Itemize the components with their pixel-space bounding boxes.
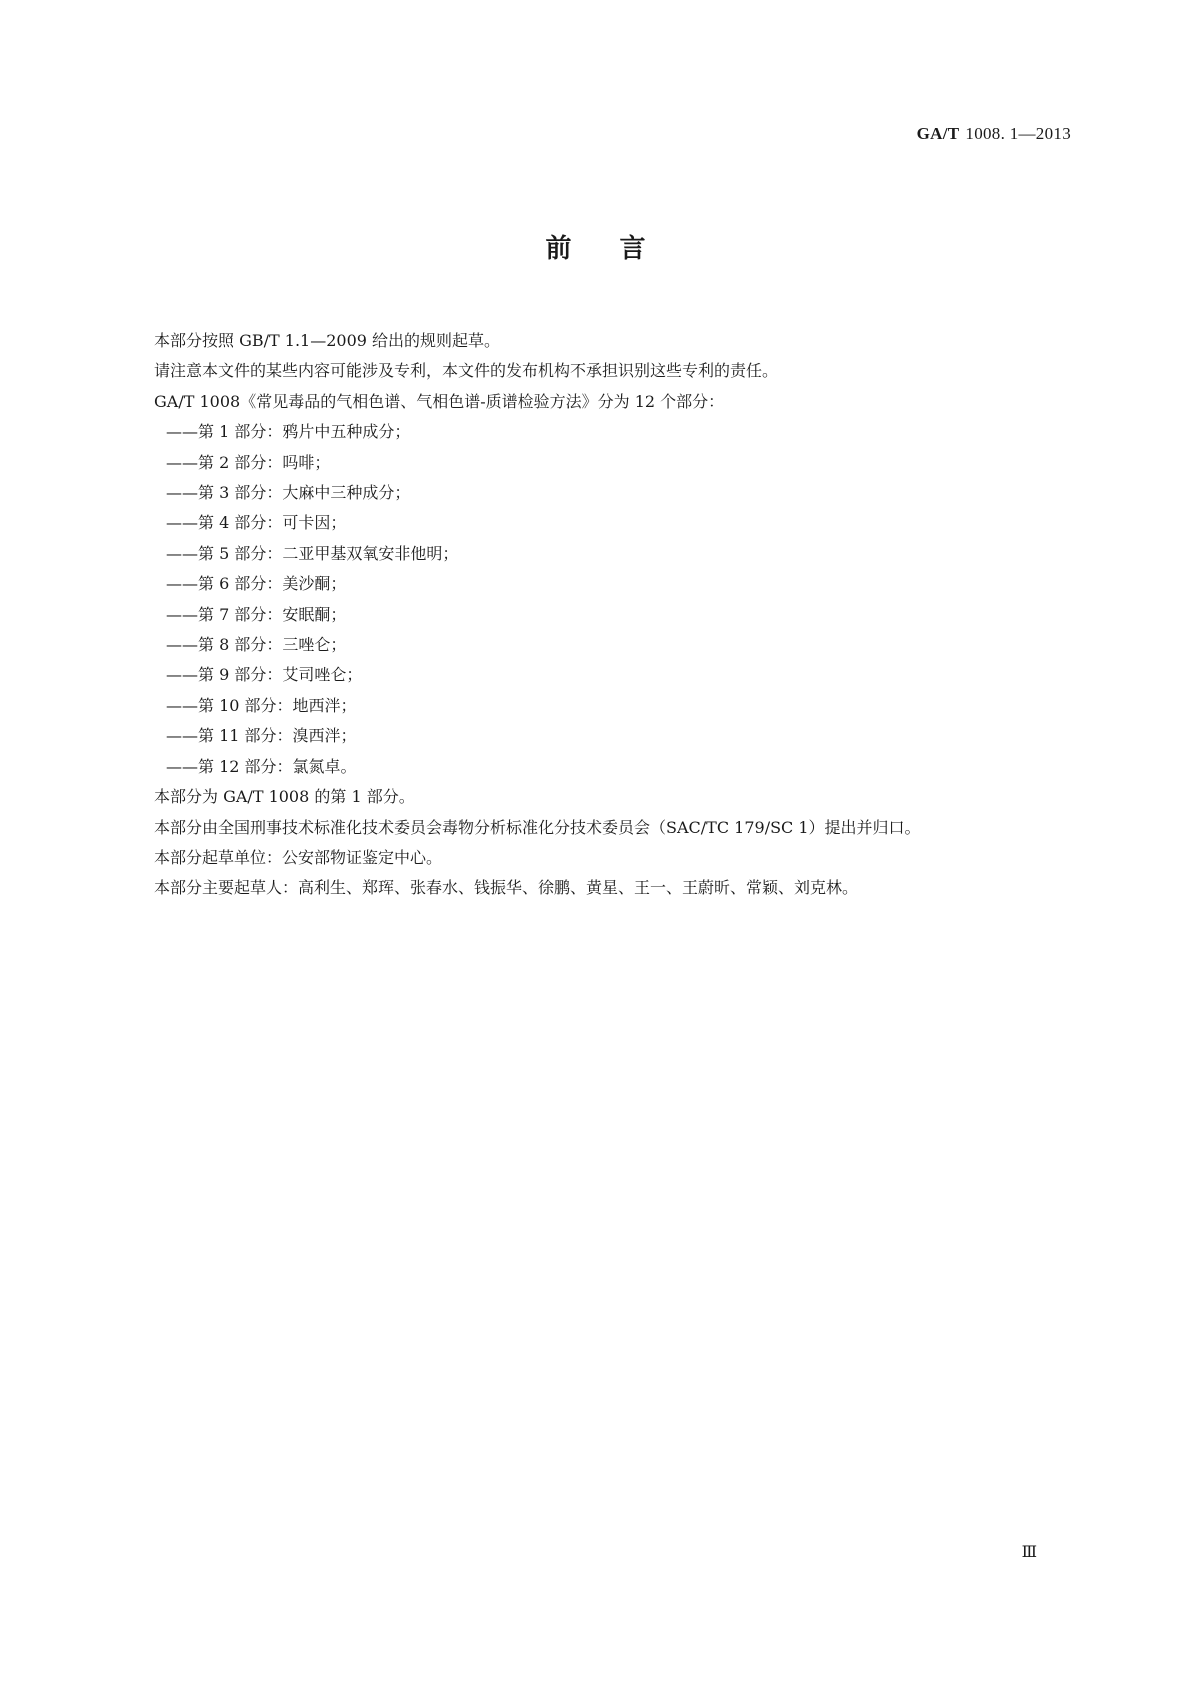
list-item: ——第 12 部分：氯氮卓。 — [166, 756, 357, 776]
list-item: ——第 3 部分：大麻中三种成分； — [166, 483, 411, 503]
paragraph-drafters: 本部分主要起草人：高利生、郑珲、张春水、钱振华、徐鹏、黄星、王一、王蔚昕、常颖、刘克林。 — [154, 878, 859, 898]
document-code-number: 1008. 1—2013 — [965, 124, 1071, 143]
paragraph-proposer: 本部分由全国刑事技术标准化技术委员会毒物分析标准化分技术委员会（SAC/TC 179/SC 1）提出并归口。 — [154, 817, 921, 837]
list-item: ——第 8 部分：三唑仑； — [166, 635, 347, 655]
page-title: 前言 — [545, 234, 694, 264]
list-item: ——第 6 部分：美沙酮； — [166, 574, 347, 594]
document-code-org: GA/T — [916, 124, 960, 143]
list-item: ——第 7 部分：安眠酮； — [166, 604, 347, 624]
list-item: ——第 9 部分：艾司唑仑； — [166, 665, 363, 685]
list-item: ——第 5 部分：二亚甲基双氧安非他明； — [166, 543, 459, 563]
list-item: ——第 2 部分：吗啡； — [166, 452, 331, 472]
document-code — [917, 124, 1071, 144]
list-item: ——第 1 部分：鸦片中五种成分； — [166, 422, 411, 442]
paragraph-drafting-rules: 本部分按照 GB/T 1.1—2009 给出的规则起草。 — [154, 331, 501, 350]
list-item: ——第 10 部分：地西泮； — [166, 695, 357, 715]
foreword-body — [122, 326, 1062, 904]
list-item: ——第 4 部分：可卡因； — [166, 513, 347, 533]
list-item: ——第 11 部分：溴西泮； — [166, 726, 357, 746]
paragraph-drafting-unit: 本部分起草单位：公安部物证鉴定中心。 — [154, 847, 443, 867]
page-number: Ⅲ — [1021, 1544, 1037, 1561]
paragraph-parts-intro: GA/T 1008《常见毒品的气相色谱、气相色谱-质谱检验方法》分为 12 个部分： — [154, 391, 725, 411]
paragraph-patent-notice: 请注意本文件的某些内容可能涉及专利，本文件的发布机构不承担识别这些专利的责任。 — [154, 361, 779, 381]
parts-list — [122, 417, 1062, 782]
paragraph-part-number: 本部分为 GA/T 1008 的第 1 部分。 — [154, 787, 415, 807]
